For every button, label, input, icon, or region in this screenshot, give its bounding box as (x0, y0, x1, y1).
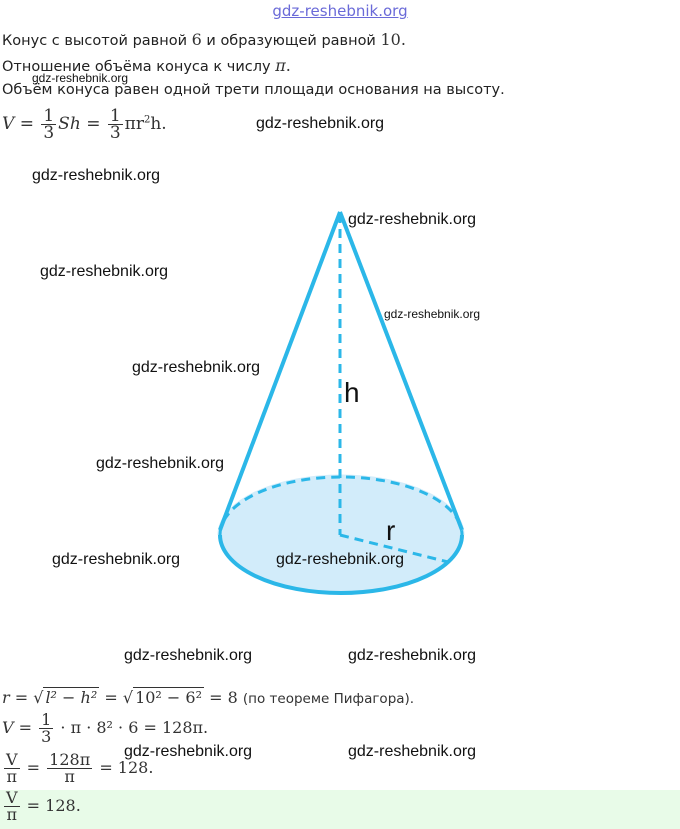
problem-text-a: Конус с высотой равной (2, 33, 187, 49)
watermark: gdz-reshebnik.org (32, 167, 161, 184)
formula-eq1: = (19, 114, 34, 134)
ratio-eq: = (26, 758, 41, 777)
formula-h: h. (150, 114, 167, 134)
ratio-frac-num: V (6, 750, 18, 769)
frac-den: 3 (43, 123, 55, 143)
ratio-result: = 128. (99, 758, 154, 777)
radius-label: r (386, 515, 396, 546)
sqrt-sign-1: √ (33, 688, 44, 707)
ratio-frac-den: π (6, 767, 18, 786)
watermark: gdz-reshebnik.org (124, 647, 253, 664)
formula-v: V (2, 114, 15, 134)
pi-symbol: π (275, 56, 286, 75)
answer-frac-den: π (6, 805, 18, 824)
ratio-fraction (4, 752, 20, 785)
watermark: gdz-reshebnik.org (32, 71, 129, 85)
watermark: gdz-reshebnik.org (132, 359, 261, 376)
sqrt-sign-2: √ (122, 688, 134, 707)
watermark: gdz-reshebnik.org (276, 551, 405, 568)
problem-text-2: Отношение объёма конуса к числу (2, 59, 271, 75)
slant-value: 10 (380, 30, 401, 49)
v-lhs: V = (2, 718, 33, 737)
volume-solution (2, 712, 208, 745)
sqrt-content-1: l² − h² (45, 688, 98, 707)
frac-num: 1 (43, 106, 55, 126)
answer-line (2, 790, 81, 823)
ratio-frac2-num: 128π (49, 750, 91, 769)
watermark: gdz-reshebnik.org (256, 115, 385, 132)
pythagoras-note: (по теореме Пифагора). (242, 691, 415, 707)
watermark: gdz-reshebnik.org (40, 263, 169, 280)
watermark: gdz-reshebnik.org (96, 455, 225, 472)
problem-text-b: и образующей равной (206, 33, 376, 49)
frac2-num: 1 (109, 106, 121, 126)
answer-highlight (0, 790, 680, 829)
formula-eq2: = (86, 114, 101, 134)
watermark: gdz-reshebnik.org (384, 307, 481, 321)
ratio-fraction-2 (47, 752, 92, 785)
r-lhs: r = (2, 688, 29, 707)
watermark: gdz-reshebnik.org (348, 743, 477, 760)
v-rest: · π · 8² · 6 = 128π. (60, 718, 209, 737)
problem-line-2-end: . (285, 56, 291, 75)
problem-line-1-end: . (400, 30, 406, 49)
sqrt-content-2: 10² − 6² (135, 688, 203, 707)
answer-fraction (4, 790, 20, 823)
radius-solution (2, 688, 414, 707)
r-result: = 8 (209, 688, 238, 707)
height-label: h (344, 377, 360, 408)
r-eq: = (104, 688, 118, 707)
ratio-frac2-den: π (64, 767, 75, 786)
v-frac-den: 3 (41, 727, 52, 746)
formula-sh: Sh (58, 114, 81, 134)
answer-frac-num: V (6, 788, 18, 807)
answer-result: = 128. (26, 796, 81, 815)
height-value: 6 (191, 30, 202, 49)
formula-exp: 2 (143, 114, 151, 126)
watermark: gdz-reshebnik.org (348, 211, 477, 228)
watermark: gdz-reshebnik.org (348, 647, 477, 664)
formula-pir: πr (124, 114, 144, 134)
v-frac-num: 1 (41, 710, 52, 729)
site-link[interactable]: gdz-reshebnik.org (272, 2, 408, 20)
v-fraction (39, 712, 53, 745)
problem-line-3: Объём конуса равен одной трети площади основания на высоту. (2, 82, 505, 98)
frac2-den: 3 (109, 123, 121, 143)
watermark: gdz-reshebnik.org (124, 743, 253, 760)
watermark: gdz-reshebnik.org (52, 551, 181, 568)
